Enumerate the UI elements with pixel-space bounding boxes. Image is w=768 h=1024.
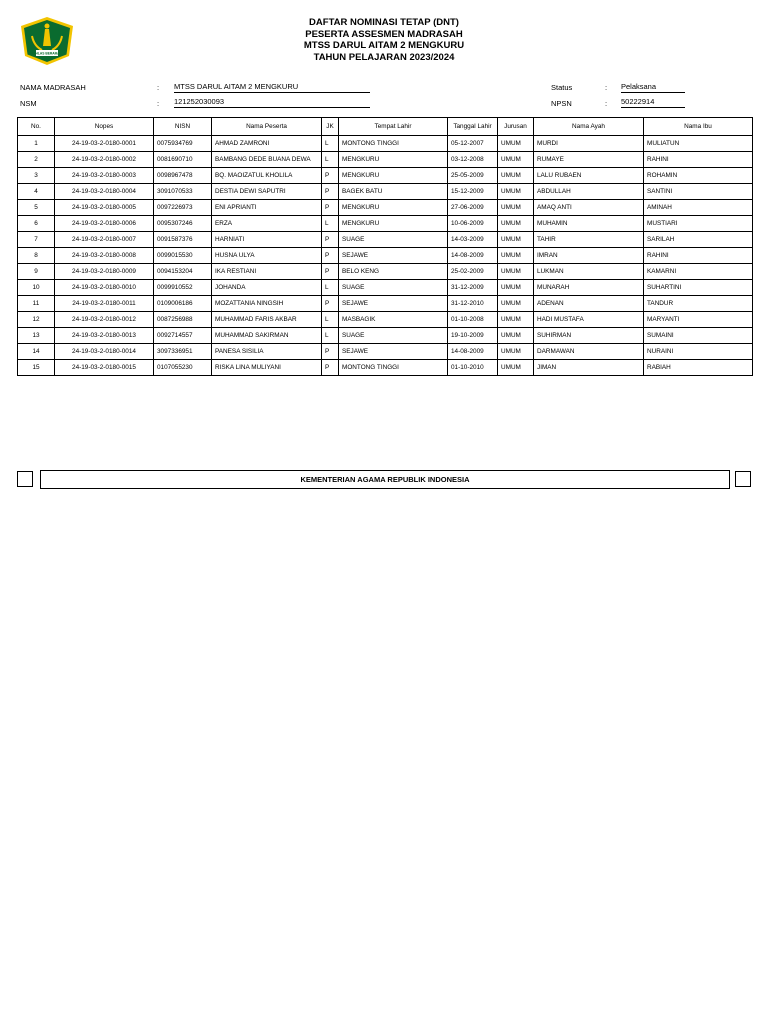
table-cell: SARILAH — [644, 232, 753, 248]
table-cell: 25-02-2009 — [448, 264, 498, 280]
table-cell: UMUM — [498, 264, 534, 280]
table-cell: KAMARNI — [644, 264, 753, 280]
column-header: Tempat Lahir — [339, 118, 448, 136]
table-cell: UMUM — [498, 168, 534, 184]
table-cell: SEJAWE — [339, 344, 448, 360]
table-cell: L — [322, 280, 339, 296]
table-cell: 24-19-03-2-0180-0003 — [55, 168, 154, 184]
table-cell: JIMAN — [534, 360, 644, 376]
table-cell: BAMBANG DEDE BUANA DEWA — [212, 152, 322, 168]
column-header: Jurusan — [498, 118, 534, 136]
table-cell: ERZA — [212, 216, 322, 232]
table-cell: HARNIATI — [212, 232, 322, 248]
table-cell: 10 — [18, 280, 55, 296]
column-header: JK — [322, 118, 339, 136]
table-row — [18, 248, 753, 264]
table-cell: 9 — [18, 264, 55, 280]
table-cell: 0099910552 — [154, 280, 212, 296]
table-cell: 13 — [18, 328, 55, 344]
status-value: Pelaksana — [621, 82, 685, 93]
table-cell: MONTONG TINGGI — [339, 136, 448, 152]
table-cell: UMUM — [498, 296, 534, 312]
table-cell: 0087256988 — [154, 312, 212, 328]
table-row — [18, 200, 753, 216]
table-cell: 5 — [18, 200, 55, 216]
table-cell: AMINAH — [644, 200, 753, 216]
table-cell: NURAINI — [644, 344, 753, 360]
table-cell: 3097336951 — [154, 344, 212, 360]
table-cell: MURDI — [534, 136, 644, 152]
status-label: Status — [551, 83, 573, 92]
table-cell: MONTONG TINGGI — [339, 360, 448, 376]
table-cell: 25-05-2009 — [448, 168, 498, 184]
table-cell: 2 — [18, 152, 55, 168]
table-cell: TANDUR — [644, 296, 753, 312]
table-cell: 24-19-03-2-0180-0007 — [55, 232, 154, 248]
table-cell: 0081690710 — [154, 152, 212, 168]
table-cell: 3 — [18, 168, 55, 184]
column-header: Nama Peserta — [212, 118, 322, 136]
table-cell: MULIATUN — [644, 136, 753, 152]
column-header: NISN — [154, 118, 212, 136]
table-cell: P — [322, 360, 339, 376]
table-cell: 14-03-2009 — [448, 232, 498, 248]
logo-text: IKHLAS BERAMAL — [32, 51, 62, 56]
table-cell: SANTINI — [644, 184, 753, 200]
title-line: MTSS DARUL AITAM 2 MENGKURU — [303, 40, 465, 51]
table-cell: SUAGE — [339, 280, 448, 296]
table-cell: 24-19-03-2-0180-0013 — [55, 328, 154, 344]
table-cell: 15 — [18, 360, 55, 376]
table-cell: UMUM — [498, 136, 534, 152]
table-row — [18, 232, 753, 248]
table-cell: 15-12-2009 — [448, 184, 498, 200]
table-row — [18, 280, 753, 296]
npsn-label: NPSN — [551, 99, 572, 108]
nominee-table — [17, 117, 753, 376]
table-row — [18, 344, 753, 360]
table-cell: 27-06-2009 — [448, 200, 498, 216]
column-header: Nama Ayah — [534, 118, 644, 136]
column-header: Nama Ibu — [644, 118, 753, 136]
table-cell: MUNARAH — [534, 280, 644, 296]
table-cell: LALU RUBAEN — [534, 168, 644, 184]
nama-madrasah-label: NAMA MADRASAH — [20, 83, 86, 92]
table-cell: 05-12-2007 — [448, 136, 498, 152]
table-cell: 0095307246 — [154, 216, 212, 232]
table-cell: IMRAN — [534, 248, 644, 264]
table-cell: RUMAYE — [534, 152, 644, 168]
table-cell: SEJAWE — [339, 296, 448, 312]
table-cell: 24-19-03-2-0180-0002 — [55, 152, 154, 168]
table-cell: TAHIR — [534, 232, 644, 248]
column-header: No. — [18, 118, 55, 136]
table-cell: 0091587376 — [154, 232, 212, 248]
table-cell: MENGKURU — [339, 216, 448, 232]
table-cell: 8 — [18, 248, 55, 264]
title-line: PESERTA ASSESMEN MADRASAH — [305, 28, 463, 40]
column-header: Tanggal Lahir — [448, 118, 498, 136]
table-cell: 24-19-03-2-0180-0004 — [55, 184, 154, 200]
table-cell: P — [322, 296, 339, 312]
table-cell: 14 — [18, 344, 55, 360]
table-cell: ADENAN — [534, 296, 644, 312]
document-title — [150, 17, 618, 63]
table-cell: 24-19-03-2-0180-0008 — [55, 248, 154, 264]
table-cell: UMUM — [498, 184, 534, 200]
table-cell: 24-19-03-2-0180-0001 — [55, 136, 154, 152]
table-cell: L — [322, 328, 339, 344]
table-cell: 31-12-2010 — [448, 296, 498, 312]
table-cell: L — [322, 152, 339, 168]
table-row — [18, 328, 753, 344]
table-cell: AMAQ ANTI — [534, 200, 644, 216]
table-cell: 0092714557 — [154, 328, 212, 344]
table-cell: SUHIRMAN — [534, 328, 644, 344]
table-cell: MASBAGIK — [339, 312, 448, 328]
separator: : — [605, 83, 608, 92]
table-cell: 19-10-2009 — [448, 328, 498, 344]
table-cell: RISKA LINA MULIYANI — [212, 360, 322, 376]
table-cell: MUHAMMAD FARIS AKBAR — [212, 312, 322, 328]
table-cell: 24-19-03-2-0180-0011 — [55, 296, 154, 312]
table-row — [18, 184, 753, 200]
footer-right-box — [735, 471, 751, 487]
table-row — [18, 136, 753, 152]
table-cell: MARYANTI — [644, 312, 753, 328]
table-cell: 01-10-2010 — [448, 360, 498, 376]
nsm-label: NSM — [20, 99, 37, 108]
table-row — [18, 360, 753, 376]
table-cell: P — [322, 168, 339, 184]
table-cell: BQ. MAOIZATUL KHOLILA — [212, 168, 322, 184]
table-cell: MENGKURU — [339, 152, 448, 168]
table-cell: JOHANDA — [212, 280, 322, 296]
footer-left-box — [17, 471, 33, 487]
table-cell: BELO KENG — [339, 264, 448, 280]
separator: : — [605, 99, 608, 108]
table-cell: SUAGE — [339, 232, 448, 248]
table-cell: 14-08-2009 — [448, 344, 498, 360]
table-cell: MENGKURU — [339, 200, 448, 216]
table-row — [18, 168, 753, 184]
table-cell: MUHAMIN — [534, 216, 644, 232]
table-cell: 10-06-2009 — [448, 216, 498, 232]
table-cell: DESTIA DEWI SAPUTRI — [212, 184, 322, 200]
table-row — [18, 312, 753, 328]
table-cell: UMUM — [498, 152, 534, 168]
table-cell: ROHAMIN — [644, 168, 753, 184]
table-cell: SEJAWE — [339, 248, 448, 264]
table-row — [18, 296, 753, 312]
table-cell: RABIAH — [644, 360, 753, 376]
table-cell: 24-19-03-2-0180-0005 — [55, 200, 154, 216]
table-cell: 24-19-03-2-0180-0015 — [55, 360, 154, 376]
table-cell: ABDULLAH — [534, 184, 644, 200]
table-cell: 14-08-2009 — [448, 248, 498, 264]
kemenag-emblem-icon — [18, 16, 76, 66]
table-cell: UMUM — [498, 312, 534, 328]
table-cell: MUHAMMAD SAKIRMAN — [212, 328, 322, 344]
table-cell: UMUM — [498, 248, 534, 264]
table-cell: 0107055230 — [154, 360, 212, 376]
table-cell: 6 — [18, 216, 55, 232]
footer-banner — [40, 470, 730, 489]
table-cell: 0098967478 — [154, 168, 212, 184]
table-cell: UMUM — [498, 344, 534, 360]
table-cell: 24-19-03-2-0180-0014 — [55, 344, 154, 360]
table-cell: 24-19-03-2-0180-0006 — [55, 216, 154, 232]
table-cell: 7 — [18, 232, 55, 248]
table-cell: HUSNA ULYA — [212, 248, 322, 264]
table-cell: UMUM — [498, 200, 534, 216]
table-cell: 1 — [18, 136, 55, 152]
table-cell: 24-19-03-2-0180-0009 — [55, 264, 154, 280]
table-cell: 01-10-2008 — [448, 312, 498, 328]
nsm-value: 121252030093 — [174, 97, 370, 108]
table-cell: BAGEK BATU — [339, 184, 448, 200]
table-cell: RAHINI — [644, 152, 753, 168]
table-cell: UMUM — [498, 280, 534, 296]
separator: : — [157, 99, 160, 108]
table-cell: MUSTIARI — [644, 216, 753, 232]
table-cell: MENGKURU — [339, 168, 448, 184]
table-cell: 03-12-2008 — [448, 152, 498, 168]
table-cell: P — [322, 232, 339, 248]
table-cell: 0094153204 — [154, 264, 212, 280]
table-cell: SUAGE — [339, 328, 448, 344]
table-cell: 0097226973 — [154, 200, 212, 216]
table-cell: UMUM — [498, 232, 534, 248]
table-cell: P — [322, 184, 339, 200]
table-cell: ENI APRIANTI — [212, 200, 322, 216]
table-cell: LUKMAN — [534, 264, 644, 280]
title-line: DAFTAR NOMINASI TETAP (DNT) — [309, 17, 459, 28]
table-cell: 4 — [18, 184, 55, 200]
table-cell: UMUM — [498, 360, 534, 376]
separator: : — [157, 83, 160, 92]
table-cell: 0099015530 — [154, 248, 212, 264]
column-header: Nopes — [55, 118, 154, 136]
table-cell: UMUM — [498, 328, 534, 344]
table-cell: 24-19-03-2-0180-0012 — [55, 312, 154, 328]
table-cell: P — [322, 200, 339, 216]
table-cell: L — [322, 312, 339, 328]
table-cell: 0109006186 — [154, 296, 212, 312]
table-row — [18, 216, 753, 232]
table-cell: AHMAD ZAMRONI — [212, 136, 322, 152]
table-header-row — [18, 118, 753, 136]
table-cell: L — [322, 136, 339, 152]
table-row — [18, 152, 753, 168]
table-cell: DARMAWAN — [534, 344, 644, 360]
table-cell: 3091070533 — [154, 184, 212, 200]
nama-madrasah-value: MTSS DARUL AITAM 2 MENGKURU — [174, 82, 370, 93]
table-cell: SUHARTINI — [644, 280, 753, 296]
table-cell: 24-19-03-2-0180-0010 — [55, 280, 154, 296]
table-cell: P — [322, 264, 339, 280]
table-row — [18, 264, 753, 280]
table-cell: L — [322, 216, 339, 232]
table-cell: P — [322, 344, 339, 360]
table-cell: HADI MUSTAFA — [534, 312, 644, 328]
npsn-value: 50222914 — [621, 97, 685, 108]
table-cell: UMUM — [498, 216, 534, 232]
table-cell: MOZATTANIA NINGSIH — [212, 296, 322, 312]
title-line: TAHUN PELAJARAN 2023/2024 — [313, 51, 455, 63]
table-cell: P — [322, 248, 339, 264]
table-cell: IKA RESTIANI — [212, 264, 322, 280]
footer-text: KEMENTERIAN AGAMA REPUBLIK INDONESIA — [300, 475, 470, 484]
table-cell: SUMAINI — [644, 328, 753, 344]
table-cell: 11 — [18, 296, 55, 312]
table-cell: 0075934769 — [154, 136, 212, 152]
table-cell: 12 — [18, 312, 55, 328]
table-cell: PANESA SISILIA — [212, 344, 322, 360]
table-cell: 31-12-2009 — [448, 280, 498, 296]
table-cell: RAHINI — [644, 248, 753, 264]
